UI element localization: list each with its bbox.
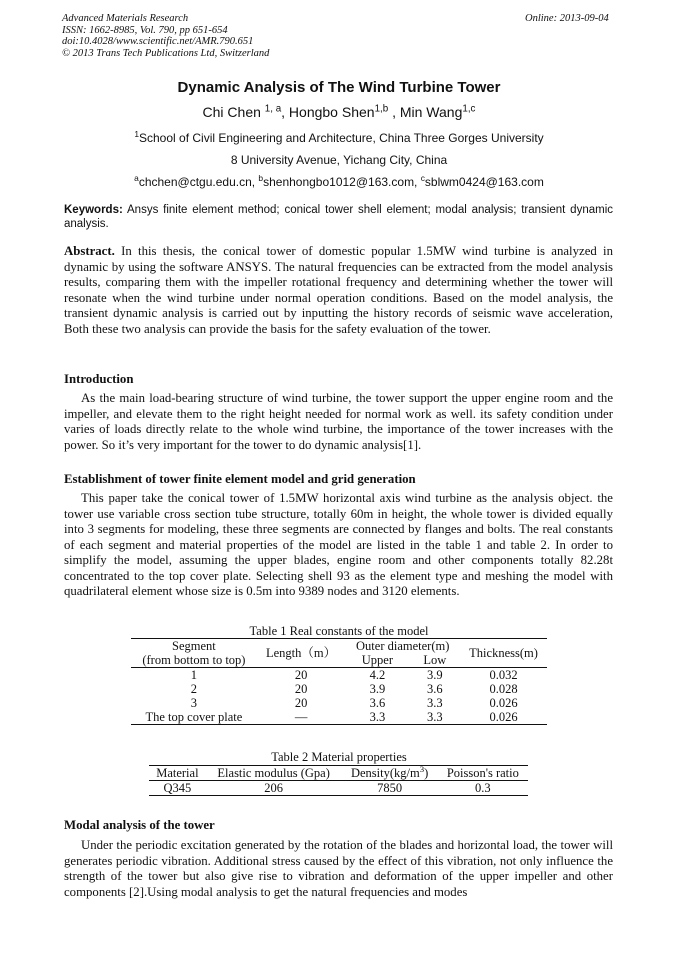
- table-cell: 1: [190, 668, 198, 682]
- header-outer-diameter: Outer diameter(m): [356, 639, 450, 653]
- author-sup: 1, a: [264, 103, 282, 115]
- modal-paragraph: Under the periodic excitation generated by the rotation of the blades and horizontal load, the tower will generates periodic vibration. Additional stress caused by the effect of this vibration, not only influence the strength of the tower but also give rise to vibration and deformation of the upper impeller and other components [2].Using modal analysis to get the natural frequencies and modes: [64, 838, 613, 899]
- affiliation: [0, 131, 678, 145]
- table-header-row: [149, 766, 528, 781]
- header-segment-sub: (from bottom to top): [142, 653, 246, 667]
- email-sup: c: [420, 173, 425, 183]
- header-material: Material: [156, 766, 199, 780]
- email-list: [0, 175, 678, 189]
- header-density: [342, 763, 438, 781]
- density-label: Density(kg/m: [350, 766, 420, 780]
- abstract-text: In this thesis, the conical tower of domestic popular 1.5MW wind turbine is analyzed in dynamic by using the software ANSYS. The natural frequencies can be extracted from the model analysis results, comparing them with the impeller rotational frequency and determining whether the tower will resonate when the wind turbine under normal operation conditions. Based on the model analysis, the transient dynamic analysis is carried out by inputting the history records of seismic wave acceleration, Both these two analysis can provide the basis for the safety evaluation of the tower.: [64, 244, 613, 336]
- table-cell: The top cover plate: [145, 710, 243, 724]
- intro-heading: Introduction: [64, 372, 134, 386]
- email: chchen@ctgu.edu.cn,: [138, 175, 259, 189]
- keywords: [64, 203, 613, 231]
- header-length: Length（m）: [266, 646, 337, 660]
- author-name: Min Wang: [399, 104, 463, 120]
- email: shenhongbo1012@163.com,: [263, 175, 421, 189]
- table-row: [149, 781, 528, 796]
- fem-paragraph: This paper take the conical tower of 1.5MW horizontal axis wind turbine as the analysis object. the tower use variable cross section tube structure, totally 60m in height, the whole tower is divided equally into 3 segments for modeling, these three segments are connected by flanges and bolts. The real constants of each segment and material properties of the model are listed in the table 1 and table 2. In order to simplify the model, assuming the upper blades, engine room and other components totally 82.28t concentrated to the top cover plate. Selecting shell 93 as the element type and meshing the model with quadrilateral element whose size is 0.5m into 9389 nodes and 3120 elements.: [64, 491, 613, 598]
- table-cell: 3.3: [369, 710, 386, 724]
- table2-caption: Table 2 Material properties: [271, 750, 407, 764]
- institution: School of Civil Engineering and Architecture, China Three Gorges University: [139, 131, 544, 145]
- table-cell: 3: [190, 696, 198, 710]
- email: sblwm0424@163.com: [424, 175, 544, 189]
- journal-name: Advanced Materials Research: [62, 13, 189, 24]
- abstract-label: Abstract.: [64, 244, 115, 258]
- header-elastic: Elastic modulus (Gpa): [217, 766, 330, 780]
- header-low: Low: [423, 653, 447, 667]
- table-cell: 3.6: [426, 682, 443, 696]
- table-cell: 206: [264, 781, 284, 795]
- header-cell: [131, 639, 257, 668]
- issn: ISSN: 1662-8985, Vol. 790, pp 651-654: [62, 24, 228, 36]
- table-cell: 3.9: [426, 668, 443, 682]
- table-cell: 20: [294, 696, 308, 710]
- table-cell: 0.3: [475, 781, 491, 795]
- online-date: Online: 2013-09-04: [525, 13, 609, 24]
- table-cell: 3.3: [426, 696, 443, 710]
- modal-heading: Modal analysis of the tower: [64, 818, 215, 832]
- affiliation-sup: 1: [134, 129, 139, 139]
- header-poisson: Poisson's ratio: [446, 766, 519, 780]
- author-sup: 1,b: [374, 103, 389, 115]
- table-cell: 7850: [377, 781, 403, 795]
- table-row: [131, 710, 547, 725]
- keywords-text: Ansys finite element method; conical tower shell element; modal analysis; transient dynamic analysis.: [64, 204, 613, 230]
- table-cell: 3.9: [369, 682, 386, 696]
- header-segment: Segment: [172, 639, 216, 653]
- author-name: Chi Chen: [202, 104, 261, 120]
- table-row: [131, 668, 547, 683]
- author-sup: 1,c: [462, 103, 476, 115]
- abstract: [64, 244, 613, 337]
- density-sup: 3: [419, 763, 425, 774]
- address: 8 University Avenue, Yichang City, China: [230, 153, 448, 167]
- author-list: Chi Chen $^{1, a}$, Hongbo Shen$^{1,b}$ , Min Wang$^{1,c}$: [202, 103, 476, 120]
- header-thickness: Thickness(m): [469, 646, 538, 660]
- table-cell: 20: [294, 682, 308, 696]
- paper-title: Dynamic Analysis of The Wind Turbine Tower: [177, 79, 501, 96]
- table1-caption: Table 1 Real constants of the model: [249, 624, 429, 638]
- table-cell: Q345: [163, 781, 192, 795]
- table-cell: 4.2: [369, 668, 386, 682]
- email-sup: b: [258, 173, 264, 183]
- table-cell: 0.026: [489, 696, 518, 710]
- copyright: © 2013 Trans Tech Publications Ltd, Switzerland: [62, 47, 270, 59]
- doi: doi:10.4028/www.scientific.net/AMR.790.651: [62, 36, 254, 47]
- table-row: [131, 682, 547, 696]
- table-cell: 3.3: [426, 710, 443, 724]
- email-sup: a: [134, 173, 139, 183]
- table-cell: 2: [190, 682, 198, 696]
- keywords-label: Keywords:: [64, 204, 123, 216]
- fem-heading: Establishment of tower finite element model and grid generation: [64, 472, 416, 486]
- table-cell: 20: [294, 668, 308, 682]
- table-cell: —: [294, 710, 308, 724]
- intro-paragraph: As the main load-bearing structure of wind turbine, the tower support the upper engine room and the impeller, and elevate them to the right height needed for normal work as well. its safety condition under varies of loads directly relate to the whole wind turbine, the importance of the tower increases with the power. So it’s very important for the tower to do dynamic analysis[1].: [64, 391, 613, 452]
- table-cell: 0.028: [489, 682, 518, 696]
- author-name: Hongbo Shen: [288, 104, 375, 120]
- table-header-row: [131, 639, 547, 654]
- table-cell: 0.032: [489, 668, 518, 682]
- journal-info: [62, 13, 269, 59]
- table1: [131, 638, 547, 725]
- table-cell: 0.026: [489, 710, 518, 724]
- header-upper: Upper: [361, 653, 394, 667]
- table2: [149, 765, 528, 796]
- table-cell: 3.6: [369, 696, 386, 710]
- table-row: [131, 696, 547, 710]
- density-end: ): [424, 766, 429, 780]
